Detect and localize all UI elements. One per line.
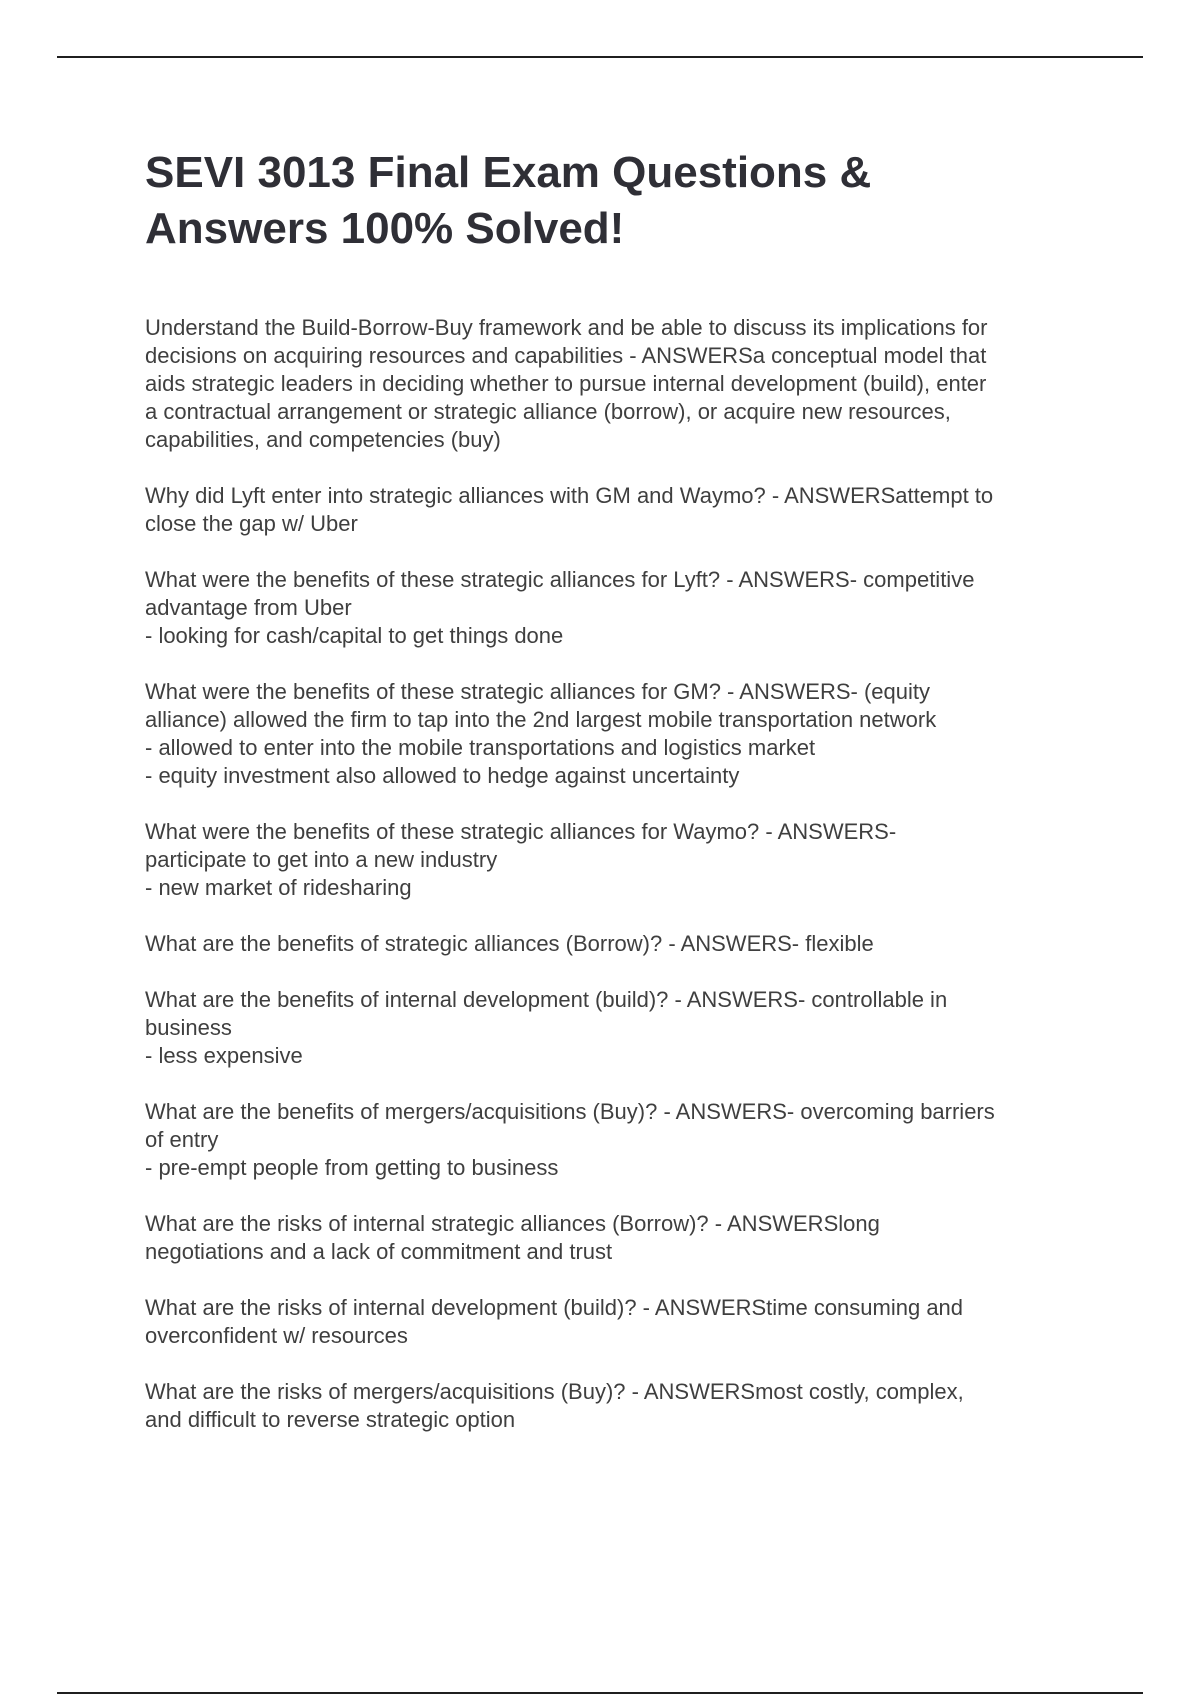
qa-item <box>145 1294 1085 1350</box>
qa-line: participate to get into a new industry <box>145 847 498 872</box>
qa-line: alliance) allowed the firm to tap into the 2nd largest mobile transportation network <box>145 707 937 732</box>
qa-line: negotiations and a lack of commitment and trust <box>145 1239 613 1264</box>
qa-item <box>145 1098 1085 1182</box>
qa-line: What were the benefits of these strategic alliances for Waymo? - ANSWERS- <box>145 819 897 844</box>
qa-line: What were the benefits of these strategic alliances for GM? - ANSWERS- (equity <box>145 679 930 704</box>
qa-line: What are the benefits of strategic alliances (Borrow)? - ANSWERS- flexible <box>145 931 874 956</box>
qa-line: - new market of ridesharing <box>145 875 412 900</box>
qa-line: What are the benefits of mergers/acquisitions (Buy)? - ANSWERS- overcoming barriers <box>145 1099 995 1124</box>
qa-line: capabilities, and competencies (buy) <box>145 427 501 452</box>
qa-line: decisions on acquiring resources and capabilities - ANSWERSa conceptual model that <box>145 343 987 368</box>
qa-line: - allowed to enter into the mobile transportations and logistics market <box>145 735 816 760</box>
qa-item <box>145 678 1085 790</box>
qa-line: - equity investment also allowed to hedge against uncertainty <box>145 763 740 788</box>
title-line: SEVI 3013 Final Exam Questions & <box>145 148 872 197</box>
qa-line: business <box>145 1015 232 1040</box>
document-body <box>145 145 1085 1462</box>
qa-line: close the gap w/ Uber <box>145 511 358 536</box>
qa-item <box>145 482 1085 538</box>
qa-line: aids strategic leaders in deciding whether to pursue internal development (build), enter <box>145 371 987 396</box>
document-title <box>145 145 1085 257</box>
qa-item <box>145 1378 1085 1434</box>
qa-line: What are the risks of internal strategic alliances (Borrow)? - ANSWERSlong <box>145 1211 880 1236</box>
qa-line: What are the risks of internal development (build)? - ANSWERStime consuming and <box>145 1295 964 1320</box>
qa-line: What are the risks of mergers/acquisitions (Buy)? - ANSWERSmost costly, complex, <box>145 1379 964 1404</box>
qa-item <box>145 930 1085 958</box>
top-divider <box>57 56 1143 58</box>
qa-line: What are the benefits of internal development (build)? - ANSWERS- controllable in <box>145 987 948 1012</box>
qa-line: Why did Lyft enter into strategic alliances with GM and Waymo? - ANSWERSattempt to <box>145 483 994 508</box>
qa-line: and difficult to reverse strategic option <box>145 1407 516 1432</box>
bottom-divider <box>57 1692 1143 1694</box>
qa-line: What were the benefits of these strategic alliances for Lyft? - ANSWERS- competitive <box>145 567 975 592</box>
qa-line: - looking for cash/capital to get things done <box>145 623 564 648</box>
qa-item <box>145 1210 1085 1266</box>
qa-item <box>145 566 1085 650</box>
qa-line: - less expensive <box>145 1043 303 1068</box>
qa-list <box>145 314 1085 1434</box>
qa-line: of entry <box>145 1127 219 1152</box>
title-line: Answers 100% Solved! <box>145 204 625 253</box>
qa-line: a contractual arrangement or strategic alliance (borrow), or acquire new resources, <box>145 399 951 424</box>
qa-line: overconfident w/ resources <box>145 1323 408 1348</box>
qa-line: advantage from Uber <box>145 595 352 620</box>
qa-item <box>145 818 1085 902</box>
qa-line: Understand the Build-Borrow-Buy framework and be able to discuss its implications for <box>145 315 988 340</box>
qa-item <box>145 986 1085 1070</box>
qa-item <box>145 314 1085 454</box>
qa-line: - pre-empt people from getting to business <box>145 1155 559 1180</box>
